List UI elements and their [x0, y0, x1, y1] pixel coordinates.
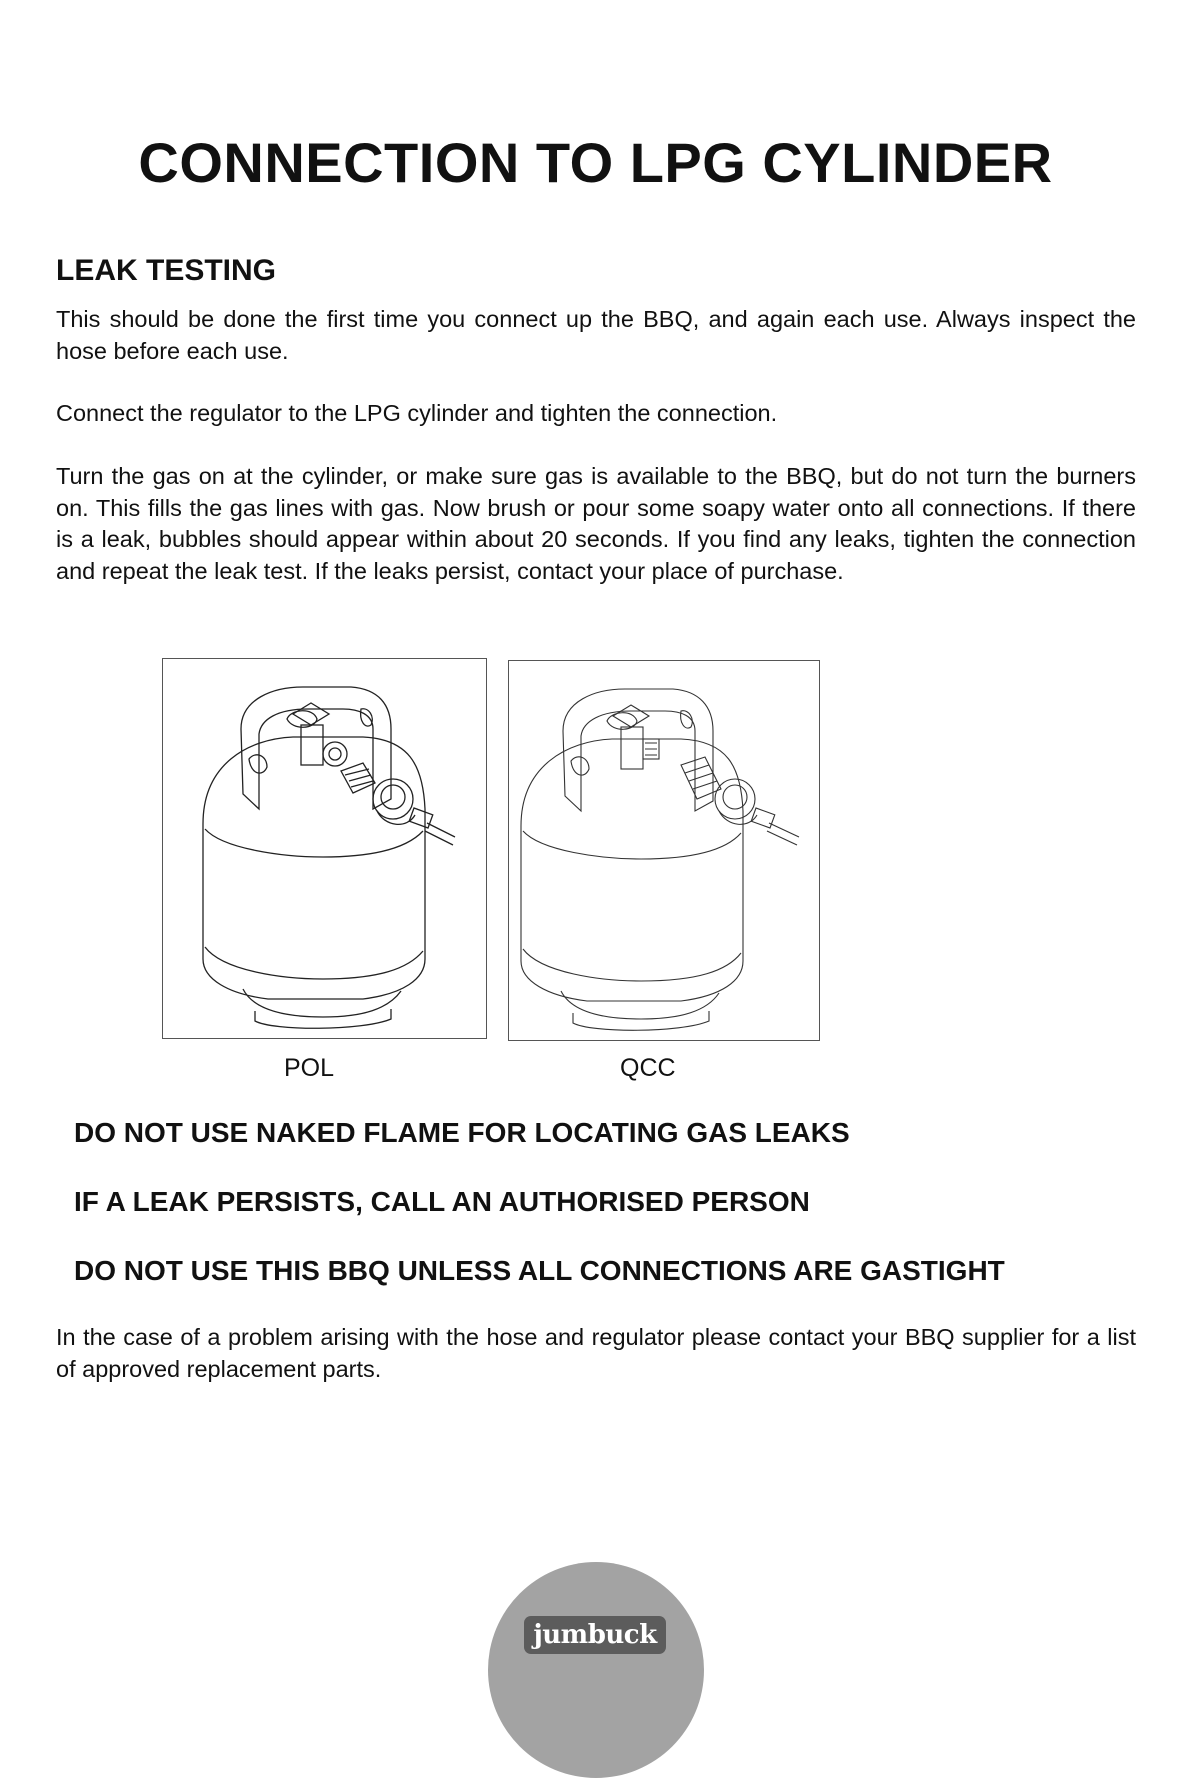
jumbuck-logo: jumbuck: [524, 1616, 666, 1654]
leak-testing-heading: LEAK TESTING: [56, 254, 277, 287]
page-title: CONNECTION TO LPG CYLINDER: [138, 131, 1053, 194]
qcc-cylinder-illustration: [509, 661, 819, 1040]
procedure-paragraph: Turn the gas on at the cylinder, or make sure gas is available to the BBQ, but do not turn the burners on. This fills the gas lines with gas. Now brush or pour some soapy water onto all connections. If there is a leak, bubbles should appear within about 20 seconds. If you find any leaks, tighten the connection and repeat the leak test. If the leaks persist, contact your place of purchase.: [56, 463, 1136, 584]
footer-badge: [488, 1562, 704, 1778]
qcc-caption: QCC: [620, 1054, 676, 1082]
pol-caption: POL: [284, 1054, 335, 1082]
pol-cylinder-figure: [162, 658, 487, 1039]
connect-paragraph: Connect the regulator to the LPG cylinder and tighten the connection.: [56, 400, 778, 426]
warning-gastight: DO NOT USE THIS BBQ UNLESS ALL CONNECTIONS ARE GASTIGHT: [74, 1255, 1005, 1286]
warning-leak-persists: IF A LEAK PERSISTS, CALL AN AUTHORISED PERSON: [74, 1186, 810, 1217]
pol-cylinder-illustration: [163, 659, 486, 1038]
closing-paragraph: In the case of a problem arising with the hose and regulator please contact your BBQ supplier for a list of approved replacement parts.: [56, 1324, 1136, 1382]
warning-naked-flame: DO NOT USE NAKED FLAME FOR LOCATING GAS LEAKS: [74, 1117, 850, 1148]
qcc-cylinder-figure: [508, 660, 820, 1041]
intro-paragraph: This should be done the first time you connect up the BBQ, and again each use. Always inspect the hose before each use.: [56, 306, 1136, 364]
